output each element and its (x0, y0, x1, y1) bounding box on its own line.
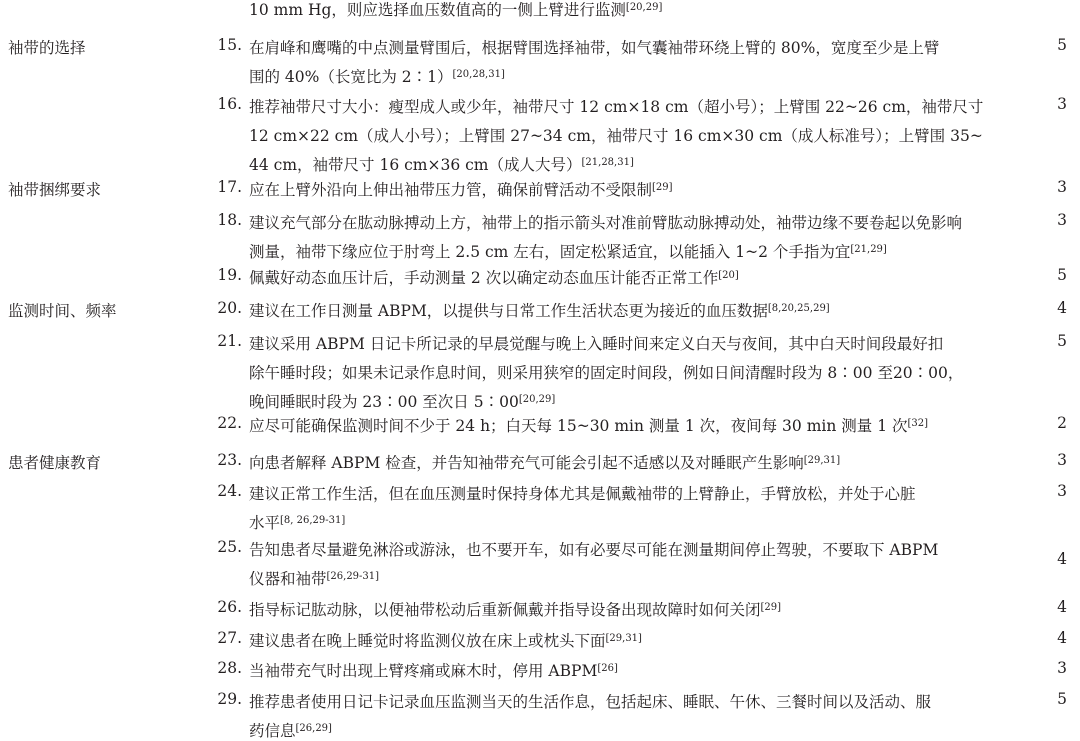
item-text-line (249, 95, 983, 117)
item-text-line (249, 0, 662, 20)
item-text: 12 cm×22 cm（成人小号）；上臂围 27~34 cm，袖带尺寸 16 cm×30 cm（成人标准号）；上臂围 35~ (249, 127, 983, 145)
item-text: 指导标记肱动脉，以便袖带松动后重新佩戴并指导设备出现故障时如何关闭 (249, 601, 761, 619)
item-text-line (249, 598, 781, 620)
citation-ref: [32] (907, 418, 929, 429)
item-number: 29. (217, 690, 242, 708)
item-text: 告知患者尽量避免淋浴或游泳，也不要开车，如有必要尽可能在测量期间停止驾驶，不要取下 ABPM (249, 541, 939, 559)
score-value: 3 (1057, 659, 1067, 677)
score-value: 5 (1057, 36, 1067, 54)
citation-ref: [20] (718, 270, 739, 281)
item-text-line (249, 124, 983, 146)
item-number: 21. (217, 332, 242, 350)
score-value: 4 (1057, 598, 1067, 616)
category-label: 患者健康教育 (8, 454, 102, 472)
item-number: 19. (217, 266, 242, 284)
category-label: 监测时间、频率 (8, 302, 117, 320)
item-text: 10 mm Hg，则应选择血压数值高的一侧上臂进行监测 (249, 1, 626, 19)
item-text-line (249, 266, 739, 288)
item-number: 27. (217, 629, 242, 647)
score-value: 3 (1057, 451, 1067, 469)
item-text: 推荐袖带尺寸大小：瘦型成人或少年，袖带尺寸 12 cm×18 cm（超小号）；上臂围 22~26 cm，袖带尺寸 (249, 98, 984, 116)
score-value: 5 (1057, 690, 1067, 708)
item-text: 应在上臂外沿向上伸出袖带压力管，确保前臂活动不受限制 (249, 181, 653, 199)
citation-ref: [8, 26,29-31] (280, 515, 346, 526)
item-text: 晚间睡眠时段为 23∶00 至次日 5∶00 (249, 393, 519, 411)
item-text-line (249, 153, 634, 175)
score-value: 3 (1057, 95, 1067, 113)
category-label: 袖带捆绑要求 (8, 181, 102, 199)
item-text-line (249, 659, 618, 681)
item-text: 应尽可能确保监测时间不少于 24 h；白天每 15~30 min 测量 1 次，夜间每 30 min 测量 1 次 (249, 417, 908, 435)
item-text: 仪器和袖带 (249, 570, 327, 588)
item-text: 建议在工作日测量 ABPM，以提供与日常工作生活状态更为接近的血压数据 (249, 302, 768, 320)
item-number: 22. (217, 414, 242, 432)
citation-ref: [26,29-31] (326, 571, 380, 582)
item-text: 建议充气部分在肱动脉搏动上方，袖带上的指示箭头对准前臂肱动脉搏动处，袖带边缘不要卷起以免影响 (249, 214, 963, 232)
citation-ref: [21,29] (850, 244, 887, 255)
item-number: 23. (217, 451, 242, 469)
item-number: 15. (217, 36, 242, 54)
citation-ref: [29,31] (605, 633, 642, 644)
item-number: 16. (217, 95, 242, 113)
item-text-line (249, 511, 345, 533)
item-number: 18. (217, 211, 242, 229)
item-text-line (249, 332, 943, 354)
score-value: 3 (1057, 211, 1067, 229)
score-value: 2 (1057, 414, 1067, 432)
citation-ref: [20,29] (625, 2, 663, 13)
citation-ref: [26,29] (295, 723, 332, 734)
item-text-line (249, 65, 505, 87)
score-value: 5 (1057, 332, 1067, 350)
score-value: 3 (1057, 178, 1067, 196)
item-text: 推荐患者使用日记卡记录血压监测当天的生活作息，包括起床、睡眠、午休、三餐时间以及活动、服 (249, 693, 932, 711)
citation-ref: [20,29] (518, 394, 556, 405)
item-text: 围的 40%（长宽比为 2∶1） (249, 68, 453, 86)
item-text-line (249, 178, 673, 200)
item-number: 25. (217, 538, 242, 556)
item-text-line (249, 451, 840, 473)
item-number: 24. (217, 482, 242, 500)
item-text-line (249, 629, 642, 651)
item-text-line (249, 36, 939, 58)
item-text: 建议正常工作生活，但在血压测量时保持身体尤其是佩戴袖带的上臂静止，手臂放松，并处于心脏 (249, 485, 916, 503)
item-text-line (249, 414, 928, 436)
item-text-line (249, 211, 962, 233)
category-label: 袖带的选择 (8, 39, 86, 57)
score-value: 3 (1057, 482, 1067, 500)
citation-ref: [20,28,31] (452, 69, 505, 80)
item-text: 水平 (249, 514, 281, 532)
citation-ref: [8,20,25,29] (767, 303, 830, 314)
item-text-line (249, 567, 379, 589)
score-value: 4 (1057, 629, 1067, 647)
item-text: 除午睡时段；如果未记录作息时间，则采用狭窄的固定时间段，例如日间清醒时段为 8∶00 至20∶00， (249, 364, 964, 382)
item-text-line (249, 719, 332, 741)
item-text: 药信息 (249, 722, 296, 740)
item-text-line (249, 390, 555, 412)
citation-ref: [26] (597, 663, 618, 674)
citation-ref: [29,31] (803, 455, 841, 466)
item-number: 20. (217, 299, 242, 317)
item-text-line (249, 690, 931, 712)
item-text-line (249, 538, 938, 560)
item-text: 测量，袖带下缘应位于肘弯上 2.5 cm 左右，固定松紧适宜，以能插入 1~2 个手指为宜 (249, 243, 851, 261)
item-text: 在肩峰和鹰嘴的中点测量臂围后，根据臂围选择袖带，如气囊袖带环绕上臂的 80%，宽度至少是上臂 (249, 39, 940, 57)
citation-ref: [21,28,31] (581, 157, 634, 168)
score-value: 4 (1057, 550, 1067, 568)
item-text-line (249, 361, 963, 383)
score-value: 5 (1057, 266, 1067, 284)
item-text-line (249, 240, 887, 262)
item-text-line (249, 482, 916, 504)
item-number: 17. (217, 178, 242, 196)
item-text-line (249, 299, 830, 321)
item-text: 44 cm，袖带尺寸 16 cm×36 cm（成人大号） (249, 156, 582, 174)
item-text: 建议患者在晚上睡觉时将监测仪放在床上或枕头下面 (249, 632, 606, 650)
item-text: 当袖带充气时出现上臂疼痛或麻木时，停用 ABPM (249, 662, 598, 680)
citation-ref: [29] (652, 182, 673, 193)
item-text: 向患者解释 ABPM 检查，并告知袖带充气可能会引起不适感以及对睡眠产生影响 (249, 454, 804, 472)
item-text: 建议采用 ABPM 日记卡所记录的早晨觉醒与晚上入睡时间来定义白天与夜间，其中白天时间段最好扣 (249, 335, 944, 353)
item-number: 26. (217, 598, 242, 616)
item-number: 28. (217, 659, 242, 677)
citation-ref: [29] (760, 602, 782, 613)
item-text: 佩戴好动态血压计后，手动测量 2 次以确定动态血压计能否正常工作 (249, 269, 719, 287)
score-value: 4 (1057, 299, 1067, 317)
